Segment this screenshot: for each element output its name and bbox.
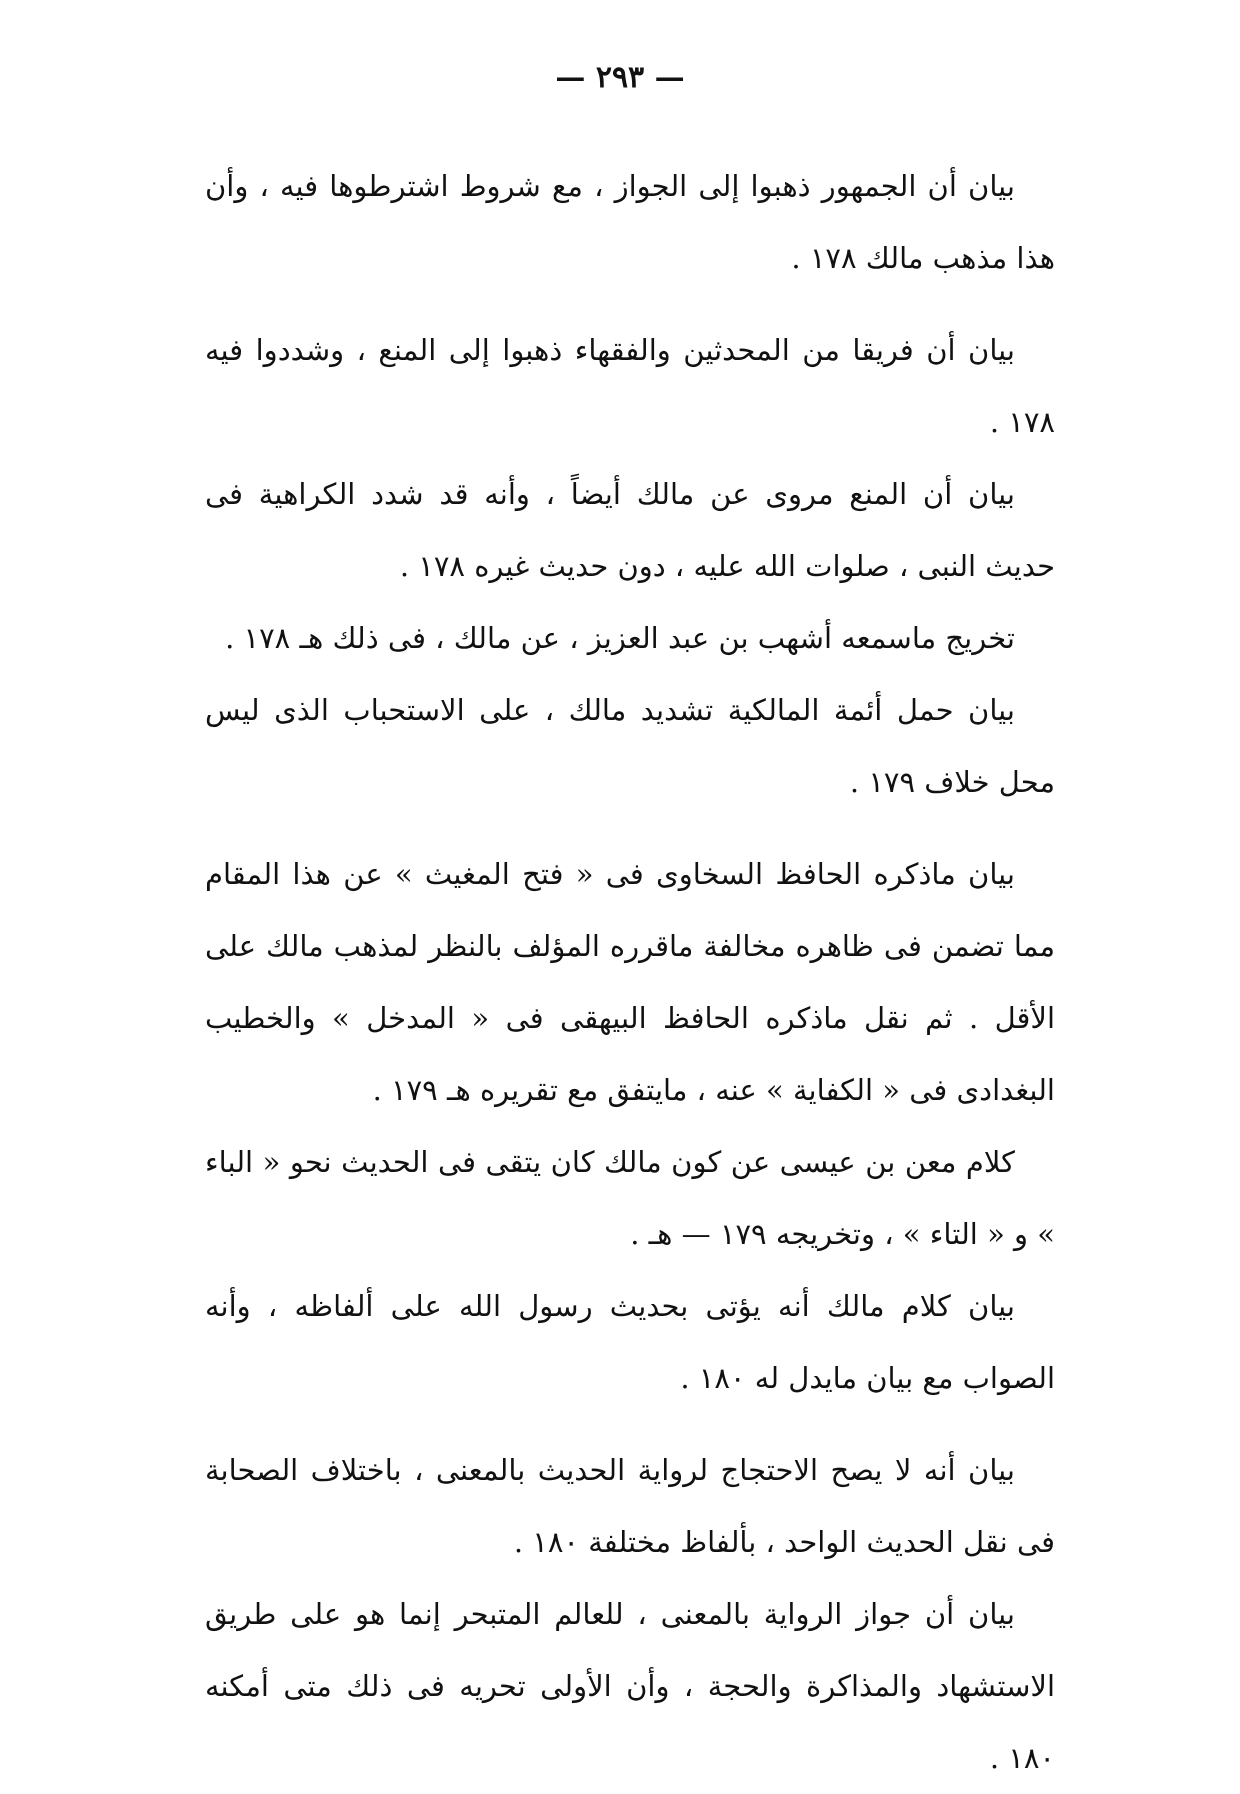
index-entry: تخريج ماسمعه أشهب بن عبد العزيز ، عن مالك ، فى ذلك هـ ١٧٨ . bbox=[225, 621, 1015, 655]
index-entry: بيان كلام مالك أنه يؤتى بحديث رسول الله على ألفاظه ، وأنه الصواب مع بيان مايدل له ١٨٠ . bbox=[205, 1289, 1055, 1395]
index-entry: بيان ماذكره الحافظ السخاوى فى « فتح المغيث » عن هذا المقام مما تضمن فى ظاهره مخالفة ماقرره المؤلف بالنظر لمذهب مالك على الأقل . ثم نقل ماذكره الحافظ البيهقى فى « المدخل » والخطيب البغدادى فى « الكفاية » عنه ، مايتفق مع تقريره هـ ١٧٩ . bbox=[205, 857, 1055, 1107]
index-entry: بيان أن جواز الرواية بالمعنى ، للعالم المتبحر إنما هو على طريق الاستشهاد والمذاكرة والحجة ، وأن الأولى تحريه فى ذلك متى أمكنه ١٨٠ . bbox=[205, 1597, 1055, 1775]
index-entry: بيان حمل أئمة المالكية تشديد مالك ، على الاستحباب الذى ليس محل خلاف ١٧٩ . bbox=[205, 693, 1055, 799]
index-entry: كلام معن بن عيسى عن كون مالك كان يتقى فى الحديث نحو « الباء » و « التاء » ، وتخريجه ١٧٩ — هـ . bbox=[205, 1145, 1055, 1251]
index-entry: بيان أن المنع مروى عن مالك أيضاً ، وأنه قد شدد الكراهية فى حديث النبى ، صلوات الله عليه ، دون حديث غيره ١٧٨ . bbox=[205, 477, 1055, 583]
index-entry: بيان أن الجمهور ذهبوا إلى الجواز ، مع شروط اشترطوها فيه ، وأن هذا مذهب مالك ١٧٨ . bbox=[205, 169, 1055, 275]
page-number: — ٢٩٣ — bbox=[555, 60, 685, 95]
index-entry: بيان أنه لا يصح الاحتجاج لرواية الحديث بالمعنى ، باختلاف الصحابة فى نقل الحديث الواحد ، بألفاظ مختلفة ١٨٠ . bbox=[205, 1453, 1055, 1559]
index-entries bbox=[205, 150, 1055, 1794]
index-entry: بيان أن فريقا من المحدثين والفقهاء ذهبوا إلى المنع ، وشددوا فيه ١٧٨ . bbox=[205, 333, 1055, 439]
